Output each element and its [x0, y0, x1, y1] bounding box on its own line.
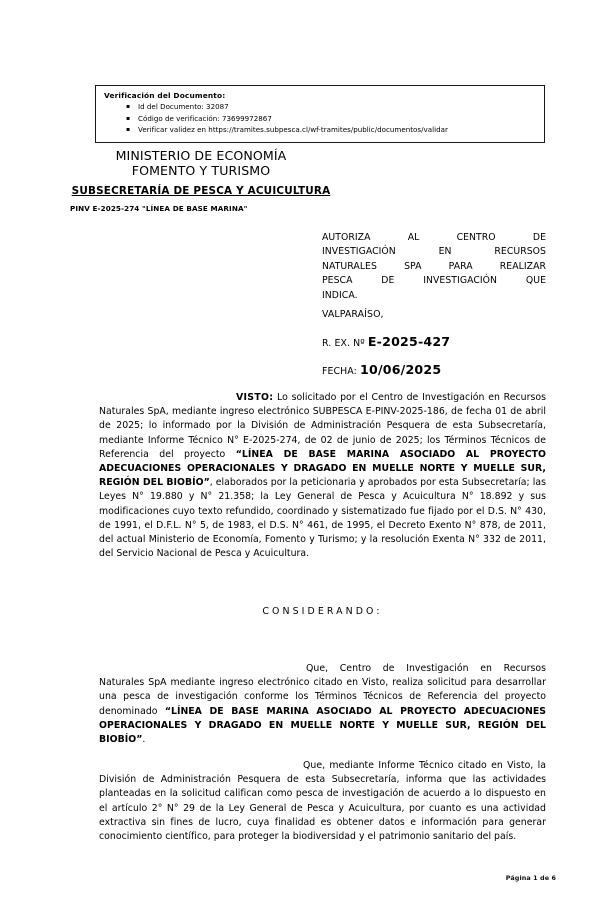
- visto-lead: VISTO:: [236, 392, 274, 403]
- considerando-2-text: Que, mediante Informe Técnico citado en Visto, la División de Administración Pesquera de esta Subsecretaría, informa que las actividades planteadas en la solicitud califican como pesca de investigación de acuerdo a lo dispuesto en el artículo 2° N° 29 de la Ley General de Pesca y Acuicultura, por cuanto es una actividad extractiva sin fines de lucro, cuya finalidad es obtener datos e información para generar conocimiento científico, para proteger la biodiversidad y el patrimonio sanitario del país.: [99, 760, 546, 842]
- verification-item-code: [104, 113, 538, 124]
- resolution-number-line: [322, 334, 450, 349]
- resolution-number: E-2025-427: [367, 334, 451, 349]
- visto-text-after: , elaborados por la peticionaria y aprobados por esta Subsecretaría; las Leyes N° 19.880 y N° 21.358; la Ley General de Pesca y Acuicultura N° 18.892 y sus modificaciones cuyo texto refundido, coordinado y sistematizado fue fijado por el D.S. N° 430, de 1991, el D.F.L. N° 5, de 1983, el D.S. N° 461, de 1995, el Decreto Exento N° 878, de 2011, del actual Ministerio de Economía, Fomento y Turismo; y la resolución Exenta N° 332 de 2011, del Servicio Nacional de Pesca y Acuicultura.: [99, 477, 546, 560]
- considerando-1-project-name: “LÍNEA DE BASE MARINA ASOCIADO AL PROYECTO ADECUACIONES OPERACIONALES Y DRAGADO EN MUELLE NORTE Y MUELLE SUR, REGIÓN DEL BIOBÍO”: [99, 705, 546, 745]
- visto-paragraph: [99, 391, 546, 561]
- verification-list: [104, 101, 538, 135]
- bullet-icon: ▪: [126, 103, 131, 111]
- date-line: [322, 362, 441, 377]
- verification-box: [95, 85, 545, 143]
- subject-block: [322, 231, 546, 303]
- date-label: FECHA:: [322, 366, 357, 377]
- verification-title: Verificación del Documento:: [104, 91, 226, 100]
- considerando-paragraph-1: [99, 662, 546, 747]
- considerando-1-text-before: Que, Centro de Investigación en Recursos Naturales SpA mediante ingreso electrónico citado en Visto, realiza solicitud para desarrollar una pesca de investigación conforme los Términos Técnicos de Referencia del proyecto denominado: [99, 663, 546, 717]
- project-reference: PINV E-2025-274 "LÍNEA DE BASE MARINA": [70, 204, 248, 214]
- page-footer: Página 1 de 6: [505, 874, 556, 882]
- ministry-line-1: MINISTERIO DE ECONOMÍA: [115, 148, 287, 163]
- bullet-icon: ▪: [126, 126, 131, 134]
- date-value: 10/06/2025: [360, 362, 442, 377]
- subject-line-4: PESCA DE INVESTIGACIÓN QUE: [322, 275, 546, 287]
- considerando-heading: CONSIDERANDO:: [262, 606, 383, 617]
- letterhead: [56, 148, 346, 213]
- place-line: VALPARAÍSO,: [322, 309, 384, 320]
- subject-line-5: INDICA.: [322, 289, 358, 301]
- subsecretaria-title: SUBSECRETARÍA DE PESCA Y ACUICULTURA: [71, 185, 331, 198]
- subject-line-1: AUTORIZA AL CENTRO DE: [322, 232, 546, 243]
- subject-line-3: NATURALES SPA PARA REALIZAR: [322, 260, 546, 272]
- considerando-1-text-after: .: [142, 733, 146, 745]
- verification-item-text: Código de verificación: 73699972867: [138, 113, 272, 123]
- ministry-line-2: FOMENTO Y TURISMO: [131, 163, 271, 179]
- verification-item-url: [104, 124, 538, 135]
- verification-item-text: Id del Documento: 32087: [138, 102, 229, 112]
- bullet-icon: ▪: [126, 114, 131, 122]
- considerando-paragraph-2: [99, 759, 546, 844]
- visto-project-name: “LÍNEA DE BASE MARINA ASOCIADO AL PROYECTO ADECUACIONES OPERACIONALES Y DRAGADO EN MUELLE NORTE Y MUELLE SUR, REGIÓN DEL BIOBÍO”: [99, 448, 546, 489]
- verification-item-text: Verificar validez en https://tramites.subpesca.cl/wf-tramites/public/documentos/validar: [138, 125, 448, 135]
- resolution-label: R. EX. Nº: [322, 338, 365, 349]
- visto-text-before: Lo solicitado por el Centro de Investigación en Recursos Naturales SpA, mediante ingreso electrónico SUBPESCA E-PINV-2025-186, de fecha 01 de abril de 2025; lo informado por la División de Administración Pesquera de esta Subsecretaría, mediante Informe Técnico N° E-2025-274, de 02 de junio de 2025; los Términos Técnicos de Referencia del proyecto: [99, 392, 546, 460]
- verification-item-document-id: [104, 101, 538, 112]
- subject-line-2: INVESTIGACIÓN EN RECURSOS: [322, 246, 546, 258]
